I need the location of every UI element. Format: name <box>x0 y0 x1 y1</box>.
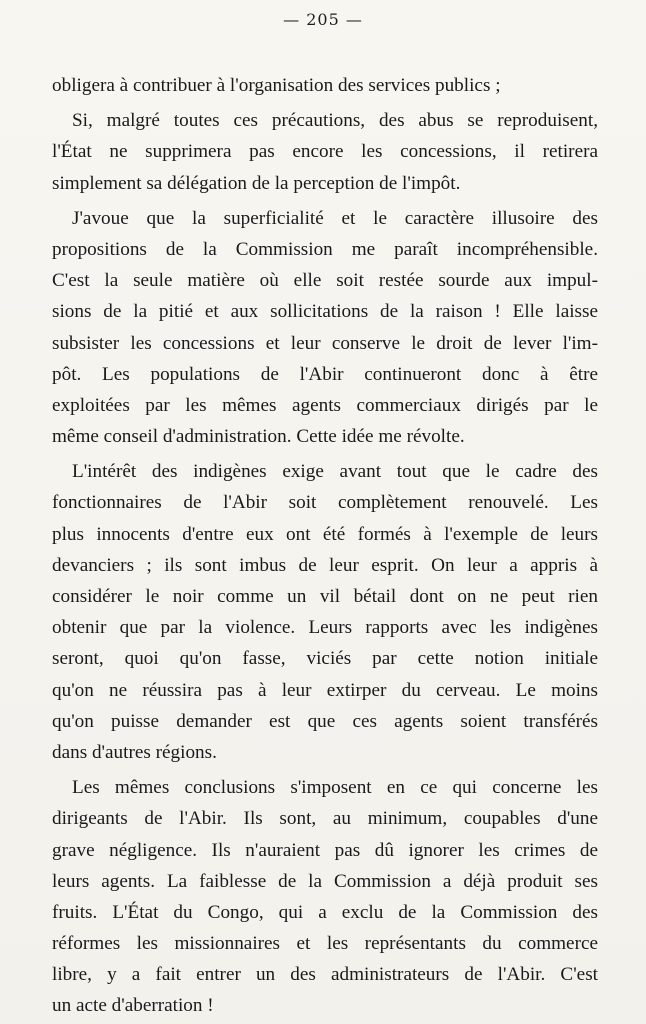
text-line: pôt. Les populations de l'Abir continueront donc à être <box>52 363 598 385</box>
text-line: C'est la seule matière où elle soit restée sourde aux impul- <box>52 270 598 292</box>
text-line: grave négligence. Ils n'auraient pas dû ignorer les crimes de <box>52 839 598 861</box>
text-line: L'intérêt des indigènes exige avant tout que le cadre des <box>72 461 598 483</box>
text-line: un acte d'aberration ! <box>52 995 214 1017</box>
text-line: même conseil d'administration. Cette idée me révolte. <box>52 426 465 448</box>
text-line: libre, y a fait entrer un des administrateurs de l'Abir. C'est <box>52 964 598 986</box>
paragraph <box>52 70 598 101</box>
text-line: exploitées par les mêmes agents commerciaux dirigés par le <box>52 394 598 416</box>
text-line: fruits. L'État du Congo, qui a exclu de la Commission des <box>52 901 598 923</box>
body-text <box>52 70 598 1022</box>
text-line: simplement sa délégation de la perception de l'impôt. <box>52 172 461 194</box>
text-line: qu'on puisse demander est que ces agents soient transférés <box>52 710 598 732</box>
paragraph <box>52 203 598 453</box>
text-line: subsister les concessions et leur conserve le droit de lever l'im- <box>52 332 598 354</box>
text-line: Si, malgré toutes ces précautions, des abus se reproduisent, <box>72 110 598 132</box>
text-line: dans d'autres régions. <box>52 741 217 763</box>
text-line: considérer le noir comme un vil bétail dont on ne peut rien <box>52 586 598 607</box>
text-line: sions de la pitié et aux sollicitations de la raison ! Elle laisse <box>52 301 598 323</box>
text-line: leurs agents. La faiblesse de la Commission a déjà produit ses <box>52 870 598 892</box>
text-line: devanciers ; ils sont imbus de leur esprit. On leur a appris à <box>52 554 598 576</box>
text-line: J'avoue que la superficialité et le caractère illusoire des <box>72 207 598 229</box>
text-line: seront, quoi qu'on fasse, viciés par cette notion initiale <box>52 648 598 670</box>
page-number: — 205 — <box>283 10 363 29</box>
text-line: fonctionnaires de l'Abir soit complètement renouvelé. Les <box>52 492 598 514</box>
text-line: réformes les missionnaires et les représentants du commerce <box>52 933 598 955</box>
text-line: propositions de la Commission me paraît incompréhensible. <box>52 238 598 260</box>
text-line: qu'on ne réussira pas à leur extirper du cerveau. Le moins <box>52 679 598 701</box>
text-line: obtenir que par la violence. Leurs rapports avec les indigènes <box>52 617 598 639</box>
paragraph <box>52 772 598 1022</box>
paragraph <box>52 105 598 199</box>
text-line: Les mêmes conclusions s'imposent en ce qui concerne les <box>72 777 598 799</box>
text-line: l'État ne supprimera pas encore les concessions, il retirera <box>52 141 598 163</box>
text-line: obligera à contribuer à l'organisation des services publics ; <box>52 75 501 96</box>
text-line: plus innocents d'entre eux ont été formés à l'exemple de leurs <box>52 523 598 545</box>
paragraph <box>52 456 598 768</box>
text-line: dirigeants de l'Abir. Ils sont, au minimum, coupables d'une <box>52 808 598 830</box>
